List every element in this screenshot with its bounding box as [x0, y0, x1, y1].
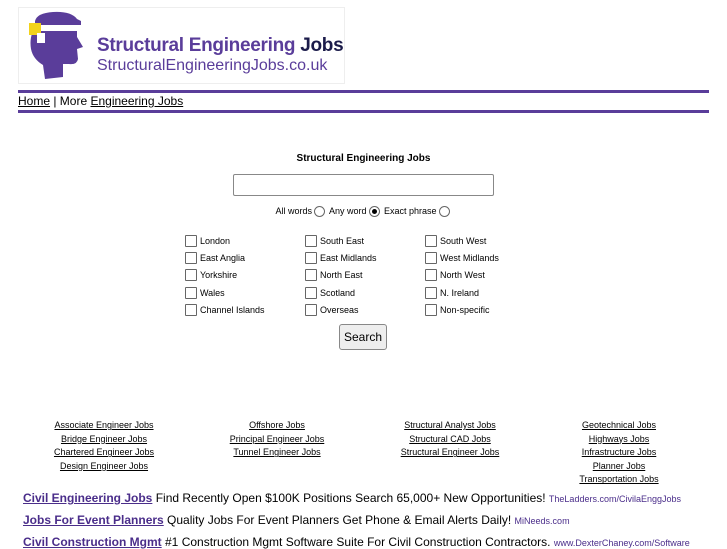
header-divider-top	[18, 90, 709, 93]
sponsored-ads	[18, 488, 690, 549]
match-mode-group	[0, 206, 727, 217]
region-option[interactable]	[185, 304, 265, 316]
region-checkbox[interactable]	[425, 304, 437, 316]
ad-url[interactable]: TheLadders.com/CivilaEnggJobs	[548, 494, 681, 504]
ad-url[interactable]: MiNeeds.com	[514, 516, 570, 526]
region-label: Scotland	[320, 288, 356, 298]
region-option[interactable]	[425, 287, 479, 299]
region-label: Wales	[200, 288, 225, 298]
region-label: N. Ireland	[440, 288, 480, 298]
job-category-item	[29, 461, 179, 471]
site-logo[interactable]	[18, 7, 345, 84]
region-checkbox[interactable]	[185, 252, 197, 264]
breadcrumb-engineering-jobs-link[interactable]: Engineering Jobs	[90, 94, 184, 108]
breadcrumb-separator: | More	[50, 94, 91, 108]
region-option[interactable]	[425, 252, 499, 264]
ad-headline-link[interactable]: Jobs For Event Planners	[23, 513, 164, 527]
job-category-item	[29, 420, 179, 430]
job-category-link[interactable]: Infrastructure Jobs	[581, 447, 657, 458]
region-label: South West	[440, 236, 487, 246]
engineer-head-icon	[23, 9, 93, 84]
mode-exact-phrase-label: Exact phrase	[384, 206, 437, 216]
job-category-link[interactable]: Structural Analyst Jobs	[404, 420, 496, 430]
region-checkbox[interactable]	[305, 269, 317, 281]
region-option[interactable]	[305, 287, 355, 299]
region-checkbox[interactable]	[305, 235, 317, 247]
region-checkbox[interactable]	[425, 252, 437, 264]
region-checkbox[interactable]	[185, 269, 197, 281]
job-category-item	[29, 447, 179, 457]
job-category-item	[29, 434, 179, 444]
header-divider-bottom	[18, 110, 709, 113]
mode-any-word-label: Any word	[328, 206, 367, 216]
ad-item	[23, 535, 690, 549]
region-label: West Midlands	[440, 253, 499, 263]
job-category-link[interactable]: Structural CAD Jobs	[409, 433, 491, 444]
ad-item	[23, 491, 681, 505]
job-category-link[interactable]: Principal Engineer Jobs	[229, 433, 325, 444]
ad-headline-link[interactable]: Civil Construction Mgmt	[23, 535, 162, 549]
region-checkbox[interactable]	[305, 252, 317, 264]
ad-text: Find Recently Open $100K Positions Search 65,000+ New Opportunities!	[152, 491, 549, 505]
region-checkbox[interactable]	[305, 304, 317, 316]
job-category-item	[375, 447, 525, 457]
job-category-link[interactable]: Bridge Engineer Jobs	[60, 433, 148, 444]
region-checkbox[interactable]	[425, 287, 437, 299]
job-category-item	[202, 420, 352, 430]
ad-text: #1 Construction Mgmt Software Suite For Civil Construction Contractors.	[161, 535, 554, 549]
mode-exact-phrase-radio[interactable]	[439, 206, 450, 217]
region-label: South East	[320, 236, 365, 246]
region-label: Channel Islands	[200, 305, 265, 315]
logo-domain: StructuralEngineeringJobs.co.uk	[97, 57, 328, 74]
region-checkbox[interactable]	[305, 287, 317, 299]
ad-item	[23, 513, 570, 527]
job-category-link[interactable]: Associate Engineer Jobs	[54, 420, 154, 430]
job-category-item	[202, 434, 352, 444]
region-option[interactable]	[185, 252, 245, 264]
mode-all-words-label: All words	[275, 206, 312, 216]
job-category-link[interactable]: Transportation Jobs	[579, 474, 659, 485]
mode-any-word-radio[interactable]	[369, 206, 380, 217]
region-option[interactable]	[305, 304, 359, 316]
region-option[interactable]	[305, 252, 377, 264]
region-option[interactable]	[425, 235, 486, 247]
region-checkbox[interactable]	[425, 235, 437, 247]
search-title: Structural Engineering Jobs	[296, 153, 431, 164]
region-label: East Midlands	[320, 253, 377, 263]
ad-headline-link[interactable]: Civil Engineering Jobs	[23, 491, 153, 505]
region-option[interactable]	[185, 235, 230, 247]
job-category-item	[375, 420, 525, 430]
region-option[interactable]	[425, 304, 490, 316]
region-option[interactable]	[305, 235, 364, 247]
job-category-link[interactable]: Chartered Engineer Jobs	[53, 447, 155, 458]
job-category-link[interactable]: Planner Jobs	[592, 460, 646, 471]
ad-url[interactable]: www.DexterChaney.com/Software	[553, 538, 690, 548]
region-option[interactable]	[185, 269, 237, 281]
job-category-link[interactable]: Offshore Jobs	[249, 420, 305, 430]
region-label: Overseas	[320, 305, 359, 315]
job-category-item	[544, 474, 694, 484]
ad-text: Quality Jobs For Event Planners Get Phone & Email Alerts Daily!	[163, 513, 515, 527]
region-label: North East	[320, 270, 363, 280]
region-option[interactable]	[185, 287, 225, 299]
mode-all-words-radio[interactable]	[314, 206, 325, 217]
region-option[interactable]	[305, 269, 363, 281]
job-category-item	[202, 447, 352, 457]
region-label: North West	[440, 270, 485, 280]
job-category-item	[544, 434, 694, 444]
region-option[interactable]	[425, 269, 485, 281]
region-label: East Anglia	[200, 253, 246, 263]
job-category-item	[544, 461, 694, 471]
job-category-link[interactable]: Highways Jobs	[588, 433, 650, 444]
job-category-link[interactable]: Geotechnical Jobs	[581, 420, 657, 430]
region-label: Yorkshire	[200, 270, 238, 280]
job-category-item	[544, 447, 694, 457]
job-category-link[interactable]: Design Engineer Jobs	[59, 460, 149, 471]
region-checkbox[interactable]	[185, 287, 197, 299]
job-category-link[interactable]: Structural Engineer Jobs	[400, 447, 500, 458]
job-category-link[interactable]: Tunnel Engineer Jobs	[233, 447, 321, 458]
logo-title: Structural Engineering Jobs	[97, 35, 344, 56]
region-checkbox[interactable]	[185, 235, 197, 247]
region-label: Non-specific	[440, 305, 490, 315]
job-category-item	[544, 420, 694, 430]
region-checkbox[interactable]	[185, 304, 197, 316]
search-button[interactable]: Search	[339, 324, 387, 350]
search-input[interactable]	[233, 174, 494, 196]
region-label: London	[200, 236, 231, 246]
region-checkbox[interactable]	[425, 269, 437, 281]
breadcrumb	[18, 94, 183, 108]
job-category-item	[375, 434, 525, 444]
breadcrumb-home-link[interactable]: Home	[18, 94, 51, 108]
